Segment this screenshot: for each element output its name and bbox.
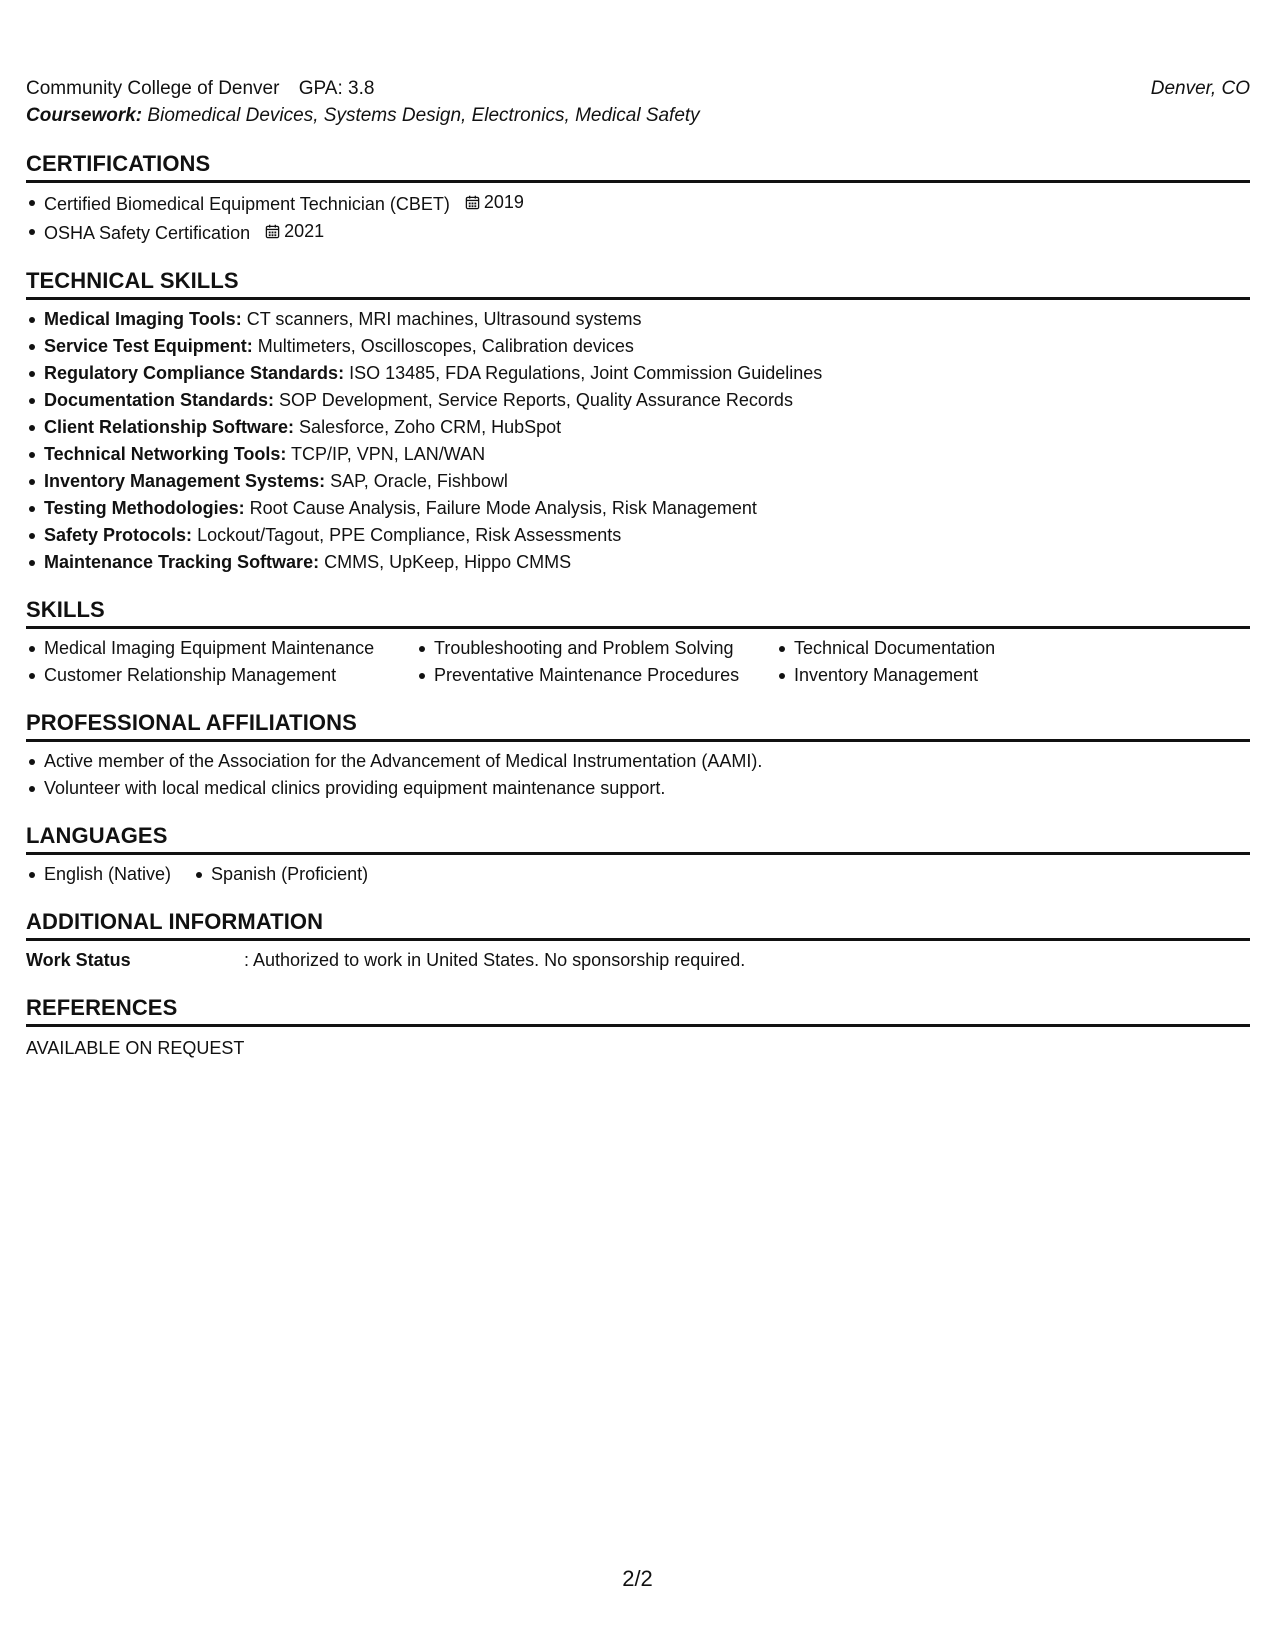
education-row	[26, 76, 1250, 102]
affiliations-section	[26, 709, 1250, 802]
technical-skills-list	[26, 306, 1250, 576]
language-item: English (Native)	[44, 861, 171, 888]
skill-values: SAP, Oracle, Fishbowl	[330, 471, 508, 491]
languages-title: LANGUAGES	[26, 822, 1250, 855]
skill-category: Regulatory Compliance Standards:	[44, 363, 345, 383]
skill-values: Root Cause Analysis, Failure Mode Analysis, Risk Management	[249, 498, 757, 518]
skill-item: Medical Imaging Equipment Maintenance	[44, 635, 434, 662]
skill-category: Documentation Standards:	[44, 390, 275, 410]
skill-category: Client Relationship Software:	[44, 417, 295, 437]
skill-values: Multimeters, Oscilloscopes, Calibration devices	[257, 336, 634, 356]
certification-year: 2021	[284, 221, 325, 241]
list-item	[44, 468, 1250, 495]
skills-title: SKILLS	[26, 596, 1250, 629]
skill-category: Inventory Management Systems:	[44, 471, 326, 491]
skill-category: Maintenance Tracking Software:	[44, 552, 320, 572]
references-text: AVAILABLE ON REQUEST	[26, 1038, 245, 1058]
references-title: REFERENCES	[26, 994, 1250, 1027]
list-item	[44, 218, 1250, 247]
technical-skills-section	[26, 267, 1250, 576]
skill-category: Medical Imaging Tools:	[44, 309, 242, 329]
list-item	[44, 306, 1250, 333]
work-status-row	[26, 947, 1250, 974]
list-item	[44, 189, 1250, 218]
school-name: Community College of Denver	[26, 78, 280, 99]
references-section	[26, 994, 1250, 1062]
skill-category: Technical Networking Tools:	[44, 444, 287, 464]
skill-values: Salesforce, Zoho CRM, HubSpot	[299, 417, 562, 437]
calendar-icon	[465, 195, 480, 210]
education-left	[26, 76, 388, 102]
skill-values: TCP/IP, VPN, LAN/WAN	[291, 444, 486, 464]
skill-values: ISO 13485, FDA Regulations, Joint Commission Guidelines	[349, 363, 823, 383]
calendar-icon	[265, 224, 280, 239]
skill-item: Troubleshooting and Problem Solving	[434, 635, 794, 662]
skill-values: SOP Development, Service Reports, Quality Assurance Records	[279, 390, 793, 410]
certifications-section	[26, 150, 1250, 247]
skill-category: Service Test Equipment:	[44, 336, 253, 356]
list-item: Volunteer with local medical clinics providing equipment maintenance support.	[44, 775, 1250, 802]
list-item: Active member of the Association for the Advancement of Medical Instrumentation (AAMI).	[44, 748, 1250, 775]
additional-info-section	[26, 908, 1250, 974]
language-item: Spanish (Proficient)	[211, 861, 368, 888]
coursework-list: Biomedical Devices, Systems Design, Electronics, Medical Safety	[147, 105, 700, 126]
affiliations-list	[26, 748, 1250, 802]
skills-grid	[26, 635, 1250, 689]
certification-name: OSHA Safety Certification	[44, 223, 251, 243]
skill-category: Safety Protocols:	[44, 525, 193, 545]
languages-list	[26, 861, 1250, 888]
list-item	[44, 441, 1250, 468]
certification-date	[265, 218, 324, 245]
certification-year: 2019	[483, 192, 524, 212]
work-status-value: : Authorized to work in United States. No sponsorship required.	[244, 950, 746, 970]
affiliations-title: PROFESSIONAL AFFILIATIONS	[26, 709, 1250, 742]
certifications-list	[26, 189, 1250, 247]
skill-category: Testing Methodologies:	[44, 498, 245, 518]
education-location: Denver, CO	[1150, 78, 1250, 99]
list-item	[44, 360, 1250, 387]
skill-item: Customer Relationship Management	[44, 662, 434, 689]
certifications-title: CERTIFICATIONS	[26, 150, 1250, 183]
skill-item: Preventative Maintenance Procedures	[434, 662, 794, 689]
coursework	[26, 102, 1250, 130]
list-item	[44, 522, 1250, 549]
gpa: GPA: 3.8	[298, 78, 375, 99]
work-status-label: Work Status	[26, 950, 131, 970]
skill-values: Lockout/Tagout, PPE Compliance, Risk Assessments	[197, 525, 622, 545]
technical-skills-title: TECHNICAL SKILLS	[26, 267, 1250, 300]
page-number: 2/2	[622, 1566, 653, 1591]
certification-name: Certified Biomedical Equipment Technician (CBET)	[44, 194, 450, 214]
additional-info-title: ADDITIONAL INFORMATION	[26, 908, 1250, 941]
list-item	[44, 414, 1250, 441]
list-item	[44, 495, 1250, 522]
list-item	[44, 387, 1250, 414]
skill-values: CT scanners, MRI machines, Ultrasound systems	[246, 309, 642, 329]
list-item	[44, 549, 1250, 576]
languages-section	[26, 822, 1250, 888]
skill-item: Technical Documentation	[794, 635, 1094, 662]
coursework-label: Coursework:	[26, 105, 143, 126]
resume-page	[26, 76, 1250, 1062]
certification-date	[465, 189, 524, 216]
skills-section	[26, 596, 1250, 689]
skill-item: Inventory Management	[794, 662, 1094, 689]
list-item	[44, 333, 1250, 360]
skill-values: CMMS, UpKeep, Hippo CMMS	[324, 552, 572, 572]
